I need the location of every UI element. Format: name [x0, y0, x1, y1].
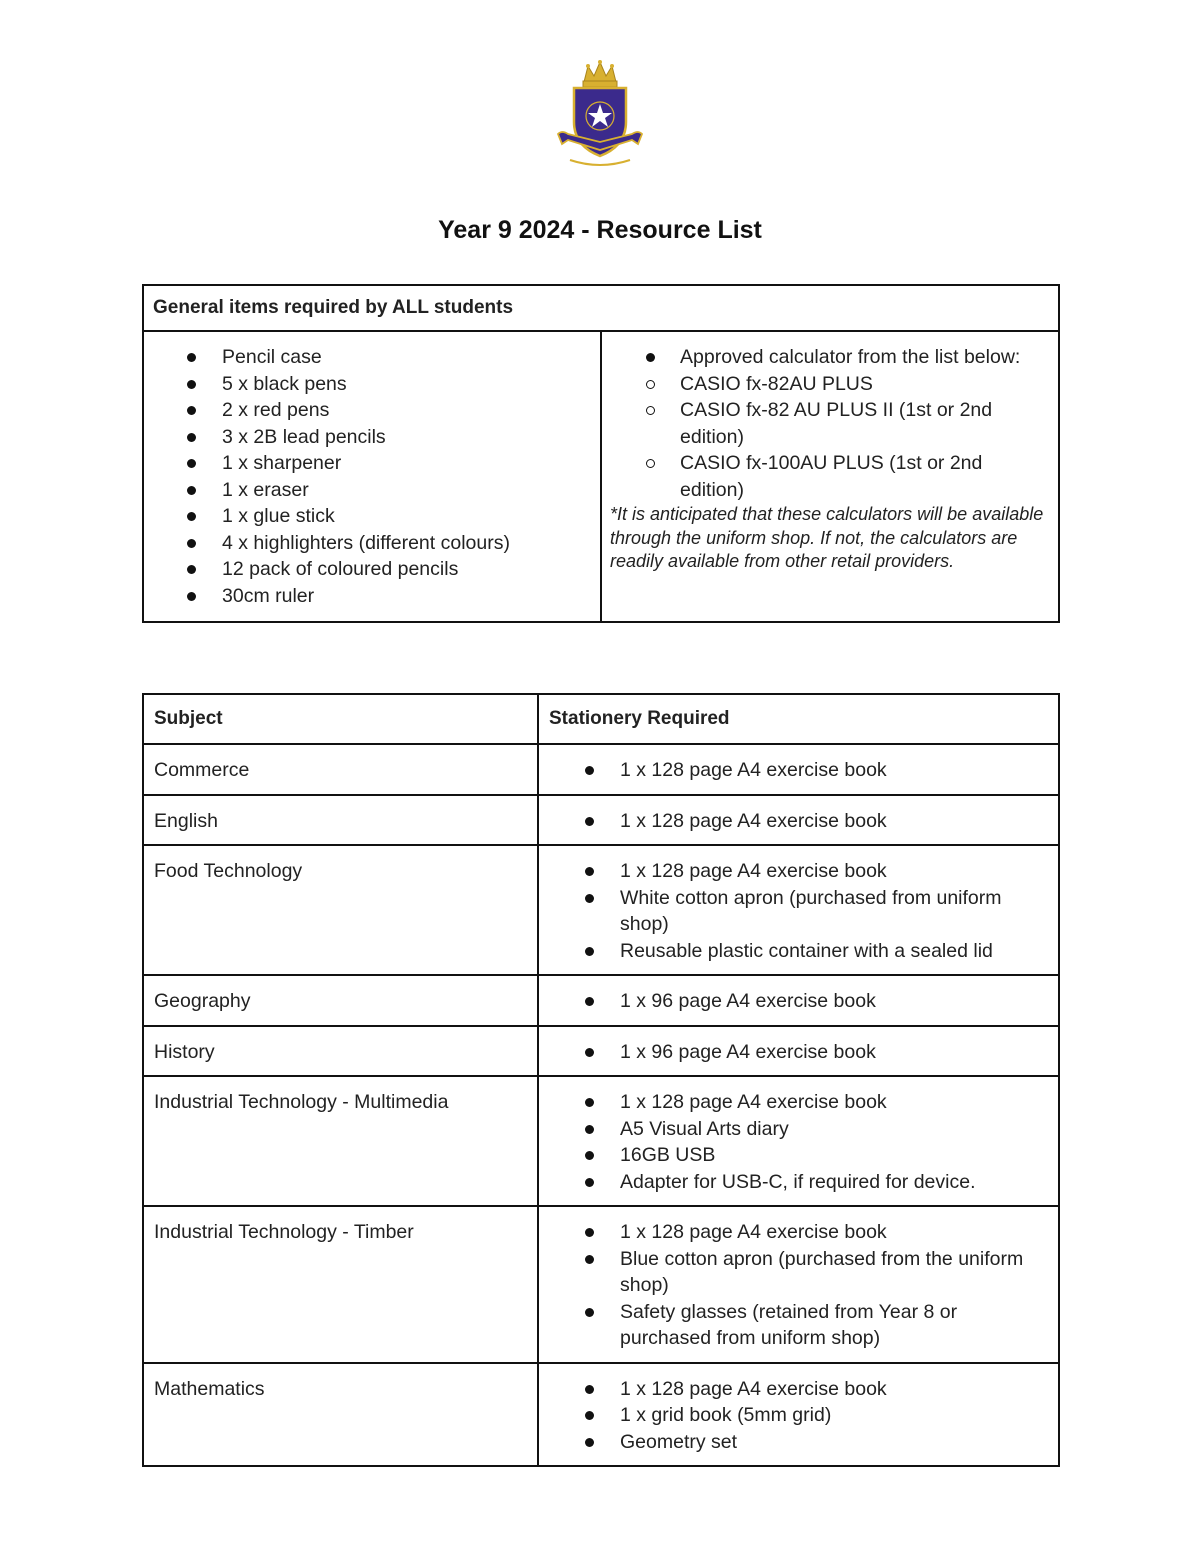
stationery-list [539, 757, 1048, 784]
stationery-list [539, 1039, 1048, 1066]
table-row [143, 1206, 1059, 1363]
subject-name: Industrial Technology - Timber [143, 1206, 538, 1363]
calculator-option: CASIO fx-82AU PLUS [610, 371, 1048, 398]
crown-icon [583, 60, 617, 87]
general-items-table [142, 284, 1060, 623]
table-row [143, 1363, 1059, 1467]
subject-name: Geography [143, 975, 538, 1026]
list-item: Reusable plastic container with a sealed lid [539, 938, 1048, 965]
list-item: 1 x 128 page A4 exercise book [539, 858, 1048, 885]
list-item: 30cm ruler [144, 583, 600, 610]
stationery-list [539, 1089, 1048, 1195]
stationery-cell [538, 1026, 1059, 1077]
table-row [143, 795, 1059, 846]
stationery-column-header: Stationery Required [538, 694, 1059, 744]
list-item: Safety glasses (retained from Year 8 or purchased from uniform shop) [539, 1299, 1048, 1352]
page-title: Year 9 2024 - Resource List [438, 216, 762, 244]
list-item: Blue cotton apron (purchased from the uniform shop) [539, 1246, 1048, 1299]
subjects-table [142, 693, 1060, 1467]
table-row [143, 1026, 1059, 1077]
stationery-list [539, 858, 1048, 964]
list-item: 1 x 128 page A4 exercise book [539, 757, 1048, 784]
stationery-cell [538, 744, 1059, 795]
list-item: Adapter for USB-C, if required for device. [539, 1169, 1048, 1196]
stationery-cell [538, 1363, 1059, 1467]
stationery-cell [538, 795, 1059, 846]
list-item: Geometry set [539, 1429, 1048, 1456]
list-item: 1 x sharpener [144, 450, 600, 477]
list-item: 1 x eraser [144, 477, 600, 504]
subject-name: History [143, 1026, 538, 1077]
list-item: 1 x grid book (5mm grid) [539, 1402, 1048, 1429]
stationery-list [539, 808, 1048, 835]
list-item: 1 x 128 page A4 exercise book [539, 1089, 1048, 1116]
subject-name: Industrial Technology - Multimedia [143, 1076, 538, 1206]
calculator-option: CASIO fx-82 AU PLUS II (1st or 2nd edition) [610, 397, 1048, 450]
list-item: 4 x highlighters (different colours) [144, 530, 600, 557]
list-item: 2 x red pens [144, 397, 600, 424]
general-items-heading: General items required by ALL students [143, 285, 1059, 331]
calculator-note: *It is anticipated that these calculators will be available through the uniform shop. If not, the calculators are readily available from other retail providers. [610, 504, 1044, 571]
general-items-cell [143, 331, 601, 622]
list-item: 1 x 128 page A4 exercise book [539, 1376, 1048, 1403]
table-row [143, 1076, 1059, 1206]
list-item: 1 x 96 page A4 exercise book [539, 1039, 1048, 1066]
calculator-item [610, 344, 1048, 503]
list-item: 1 x 96 page A4 exercise book [539, 988, 1048, 1015]
stationery-cell [538, 1206, 1059, 1363]
list-item: A5 Visual Arts diary [539, 1116, 1048, 1143]
stationery-cell [538, 975, 1059, 1026]
stationery-list [539, 1219, 1048, 1352]
stationery-cell [538, 1076, 1059, 1206]
list-item: Pencil case [144, 344, 600, 371]
list-item: 5 x black pens [144, 371, 600, 398]
calculator-cell [601, 331, 1059, 622]
general-items-list [144, 344, 600, 609]
subject-name: Mathematics [143, 1363, 538, 1467]
list-item: 3 x 2B lead pencils [144, 424, 600, 451]
table-row [143, 744, 1059, 795]
subject-name: English [143, 795, 538, 846]
list-item: White cotton apron (purchased from uniform shop) [539, 885, 1048, 938]
list-item: 16GB USB [539, 1142, 1048, 1169]
list-item: 1 x 128 page A4 exercise book [539, 1219, 1048, 1246]
calculator-list [610, 344, 1048, 503]
calculator-label: Approved calculator from the list below: [680, 346, 1021, 368]
table-row [143, 975, 1059, 1026]
stationery-list [539, 1376, 1048, 1456]
list-item: 12 pack of coloured pencils [144, 556, 600, 583]
school-crest-logo [554, 60, 646, 168]
calculator-option: CASIO fx-100AU PLUS (1st or 2nd edition) [610, 450, 1048, 503]
stationery-cell [538, 845, 1059, 975]
list-item: 1 x glue stick [144, 503, 600, 530]
table-row [143, 845, 1059, 975]
calculator-options-list [610, 371, 1048, 504]
subject-column-header: Subject [143, 694, 538, 744]
subject-name: Food Technology [143, 845, 538, 975]
subject-name: Commerce [143, 744, 538, 795]
stationery-list [539, 988, 1048, 1015]
list-item: 1 x 128 page A4 exercise book [539, 808, 1048, 835]
